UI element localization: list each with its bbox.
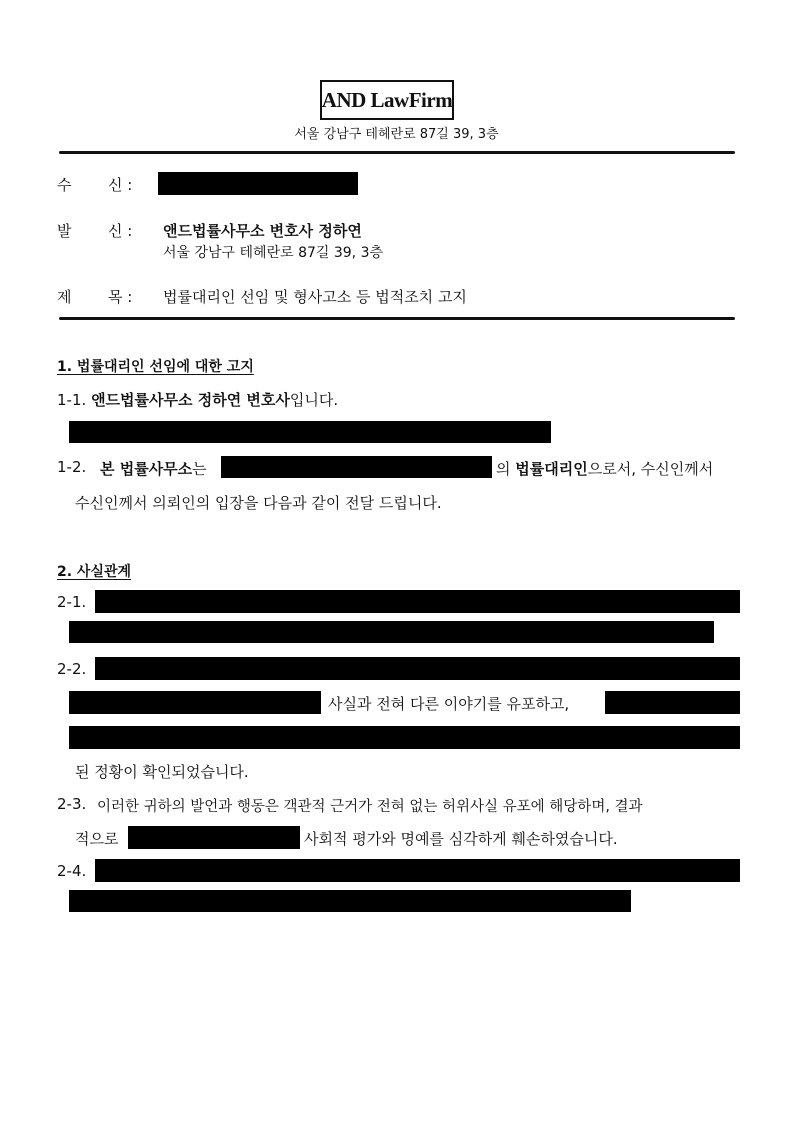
redaction-2-1-line2: [69, 621, 714, 643]
sender-address: 서울 강남구 테헤란로 87길 39, 3층: [163, 245, 384, 261]
redaction-2-4-line1: [95, 859, 740, 882]
para-2-3-line2-start: 적으로: [75, 830, 119, 848]
para-1-2-end: [496, 458, 713, 479]
redaction-2-2-line2a: [69, 691, 321, 714]
redaction-1-1: [69, 421, 551, 443]
para-2-3-line1: 이러한 귀하의 발언과 행동은 객관적 근거가 전혀 없는 허위사실 유포에 해당하며, 결과: [97, 799, 643, 815]
header-rule-bottom: [59, 317, 735, 320]
firm-logo: AND LawFirm: [320, 80, 454, 120]
to-label-2: 신 :: [108, 176, 133, 194]
firm-address: 서울 강남구 테헤란로 87길 39, 3층: [294, 127, 499, 142]
para-1-2-representative: 법률대리인: [515, 460, 588, 478]
to-label-1: 수: [57, 176, 72, 194]
subject-label-1: 제: [57, 288, 72, 306]
section2-title: 2. 사실관계: [57, 564, 132, 580]
recipient-redaction: [158, 172, 358, 195]
para-2-4-number: 2-4.: [57, 862, 87, 880]
redaction-2-2-line3: [69, 726, 740, 749]
para-1-2-rest: 으로서, 수신인께서: [587, 460, 714, 478]
para-1-2-of: 의: [496, 460, 511, 478]
section1-title: 1. 법률대리인 선임에 대한 고지: [57, 359, 254, 375]
from-label-1: 발: [57, 222, 72, 240]
sender-name: 앤드법률사무소 변호사 정하연: [163, 222, 362, 240]
subject-label-2: 목 :: [108, 288, 133, 306]
para-2-2-number: 2-2.: [57, 660, 87, 678]
para-2-2-end: 된 정황이 확인되었습니다.: [75, 763, 249, 781]
para-1-2-line2: 수신인께서 의뢰인의 입장을 다음과 같이 전달 드립니다.: [75, 494, 442, 512]
para-1-2-suffix: 는: [192, 460, 207, 478]
para-2-1-number: 2-1.: [57, 593, 87, 611]
para-2-3-line2-end: 사회적 평가와 명예를 심각하게 훼손하였습니다.: [304, 830, 618, 848]
para-2-2-middle: 사실과 전혀 다른 이야기를 유포하고,: [328, 695, 570, 713]
from-label-2: 신 :: [108, 222, 133, 240]
para-1-1-firm: 앤드법률사무소 정하연 변호사: [91, 391, 290, 409]
para-1-2-firm: 본 법률사무소: [100, 460, 193, 478]
redaction-2-3: [128, 826, 300, 849]
para-1-1-number: 1-1.: [57, 391, 87, 409]
para-1-1-rest: 입니다.: [289, 391, 339, 409]
redaction-2-2-line1: [95, 657, 740, 680]
para-2-3-number: 2-3.: [57, 795, 87, 813]
redaction-1-2-client: [221, 456, 492, 478]
header-rule-top: [59, 151, 735, 154]
redaction-2-1-line1: [95, 590, 740, 613]
para-1-2-start: [100, 458, 207, 479]
subject-text: 법률대리인 선임 및 형사고소 등 법적조치 고지: [163, 288, 467, 306]
para-1-2-number: 1-2.: [57, 458, 87, 476]
redaction-2-4-line2: [69, 890, 631, 912]
redaction-2-2-line2b: [605, 691, 740, 714]
para-1-1: [57, 389, 338, 410]
